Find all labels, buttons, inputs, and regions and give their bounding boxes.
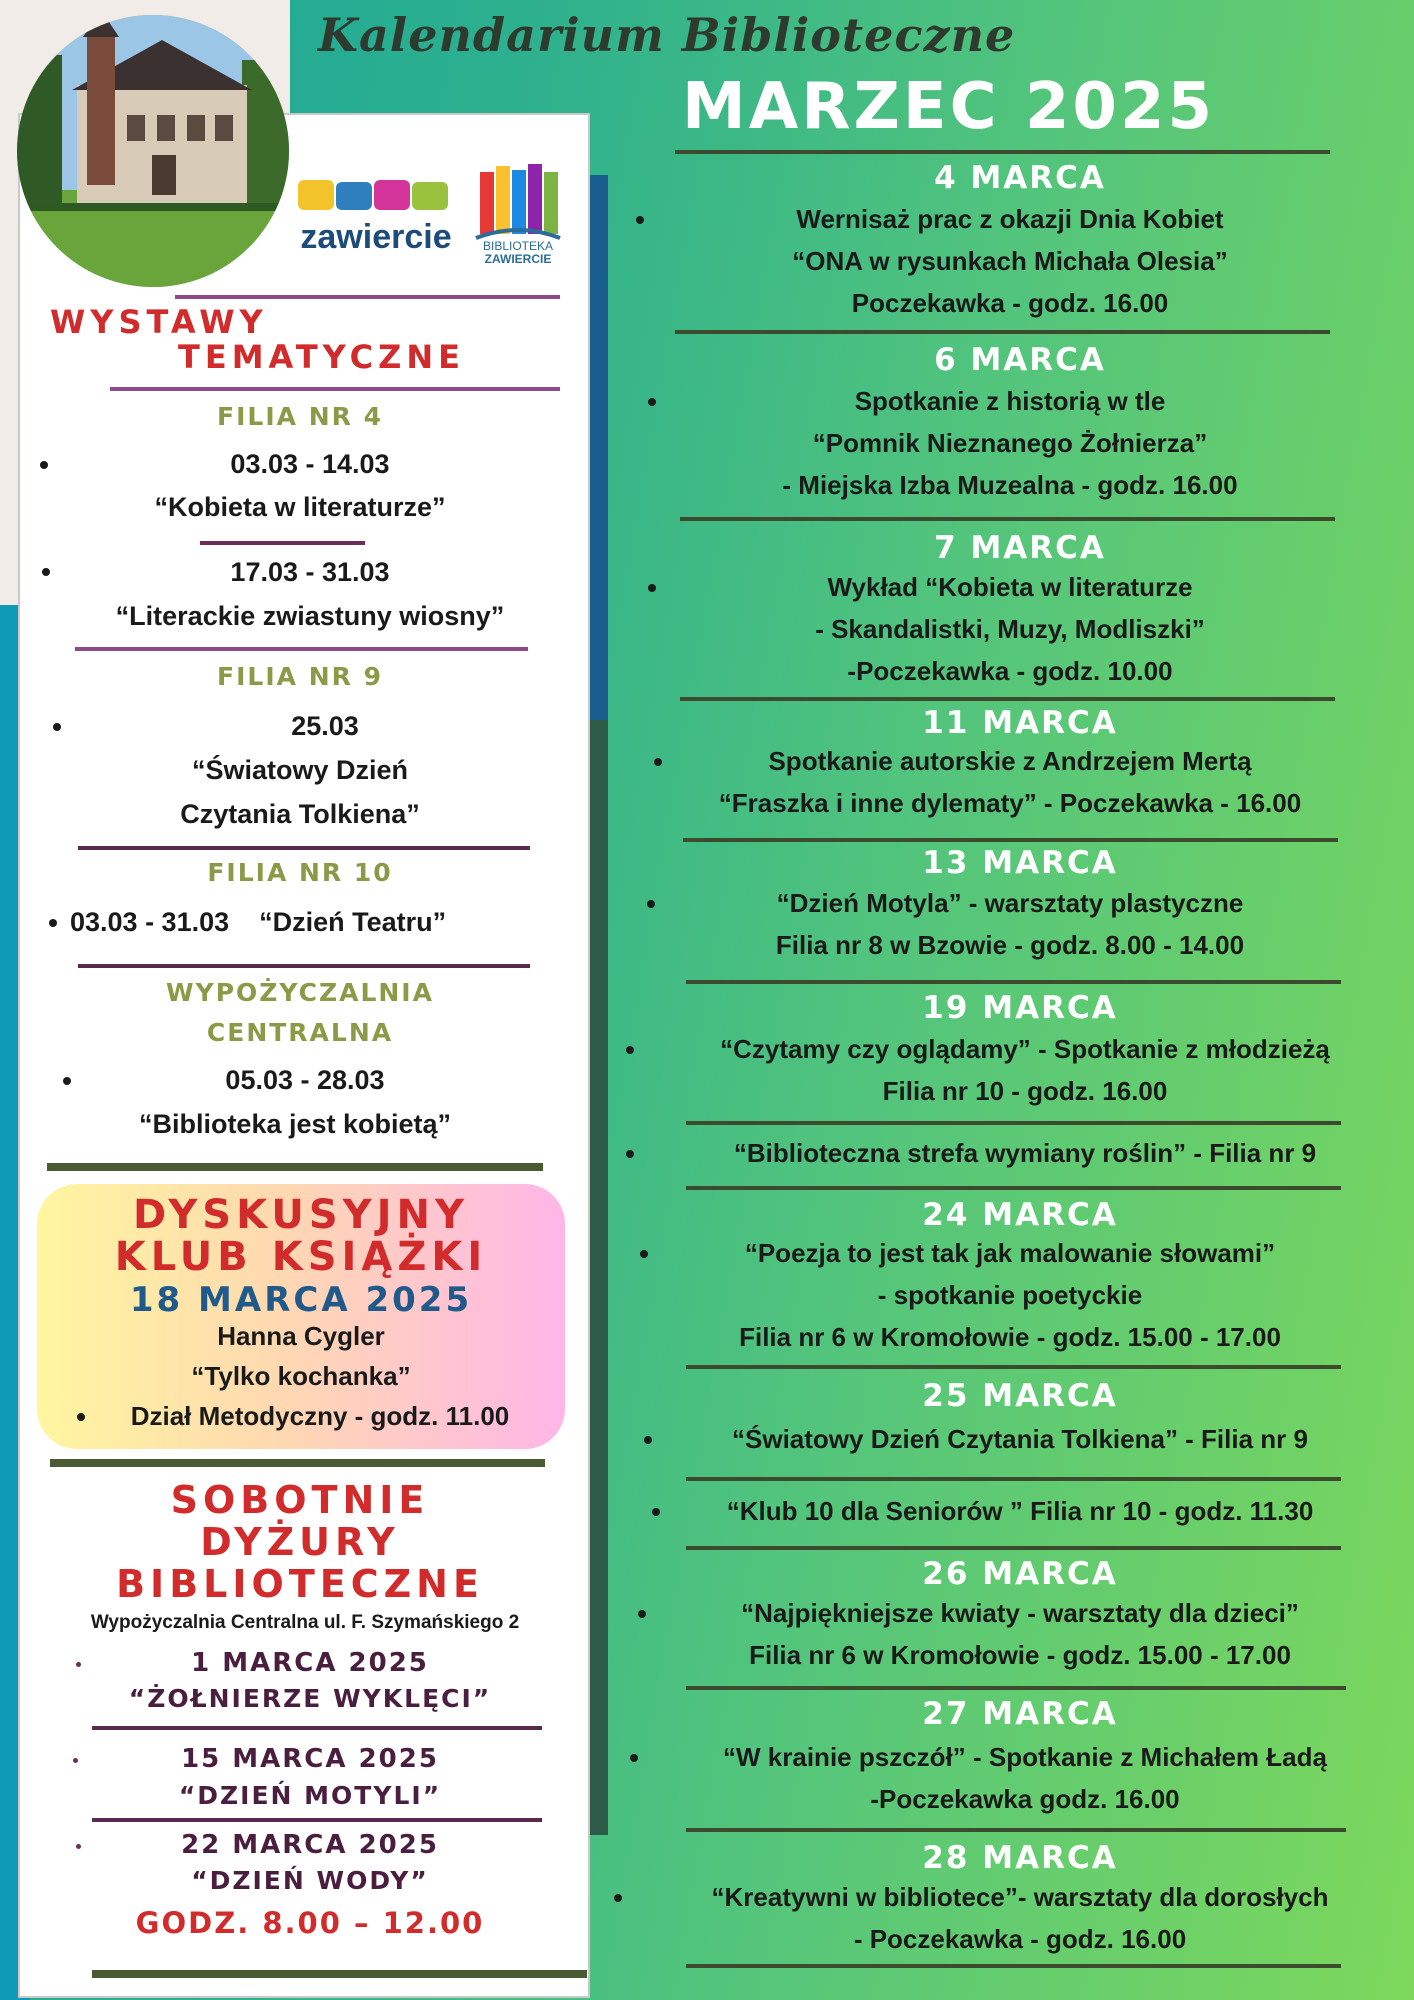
- event-divider: [680, 697, 1335, 701]
- event-description: [630, 1876, 1410, 1960]
- section-divider: [78, 964, 530, 968]
- bullet-point: [626, 1150, 634, 1158]
- event-line: Filia nr 6 w Kromołowie - godz. 15.00 - 17.00: [749, 1640, 1291, 1670]
- event-date: 28 MARCA: [922, 1840, 1118, 1876]
- event-description: “Światowy Dzień Czytania Tolkiena” - Filia nr 9: [732, 1424, 1308, 1454]
- book-club-author: Hanna Cygler: [217, 1321, 385, 1351]
- event-date: 13 MARCA: [922, 845, 1118, 881]
- saturday-hours: GODZ. 8.00 – 12.00: [135, 1906, 485, 1940]
- book-club-title-line2: KLUB KSIĄŻKI: [114, 1234, 488, 1280]
- event-description: [640, 1736, 1410, 1820]
- exhibition-dates: 05.03 - 28.03: [225, 1065, 385, 1095]
- event-date: 4 MARCA: [934, 160, 1106, 196]
- book-club-book: “Tylko kochanka”: [191, 1361, 411, 1391]
- dark-accent-stripe: [590, 720, 608, 1835]
- saturday-title-line2: DYŻURY: [200, 1520, 400, 1564]
- month-title: MARZEC 2025: [682, 70, 1215, 144]
- event-line: Wernisaż prac z okazji Dnia Kobiet: [796, 204, 1224, 234]
- event-date: 24 MARCA: [922, 1197, 1118, 1233]
- saturday-theme: “DZIEŃ MOTYLI”: [178, 1781, 442, 1810]
- event-divider: [686, 1186, 1341, 1190]
- section-divider: [47, 1163, 543, 1171]
- saturday-date: 15 MARCA 2025: [181, 1744, 439, 1774]
- exhibition-dates: 25.03: [291, 711, 359, 741]
- item-divider: [92, 1818, 542, 1822]
- event-line: “Pomnik Nieznanego Żołnierza”: [812, 428, 1208, 458]
- saturday-theme: “DZIEŃ WODY”: [191, 1866, 429, 1895]
- bullet-point: [42, 568, 50, 576]
- event-line: Poczekawka - godz. 16.00: [851, 288, 1169, 318]
- event-line: - Skandalistki, Muzy, Modliszki”: [815, 614, 1205, 644]
- bullet-point: [626, 1046, 634, 1054]
- central-label-line2: CENTRALNA: [206, 1018, 394, 1047]
- section-divider: [50, 1459, 545, 1467]
- event-description: “Biblioteczna strefa wymiany roślin” - Filia nr 9: [733, 1138, 1317, 1168]
- event-line: -Poczekawka godz. 16.00: [870, 1784, 1180, 1814]
- event-date: 7 MARCA: [934, 530, 1106, 566]
- bullet-point: [53, 723, 61, 731]
- event-date: 6 MARCA: [934, 342, 1106, 378]
- central-label-line1: WYPOŻYCZALNIA: [166, 978, 434, 1007]
- saturday-address: Wypożyczalnia Centralna ul. F. Szymańskiego 2: [90, 1612, 520, 1633]
- book-club-title-line1: DYSKUSYJNY: [133, 1192, 469, 1238]
- exhibitions-title-line2: TEMATYCZNE: [178, 338, 465, 376]
- section-divider: [78, 846, 530, 850]
- blue-accent-stripe: [590, 175, 608, 810]
- event-description: [640, 566, 1380, 692]
- event-divider: [675, 330, 1330, 334]
- event-line: “Poezja to jest tak jak malowanie słowami”: [744, 1238, 1276, 1268]
- item-divider: [92, 1726, 542, 1730]
- event-line: “Dzień Motyla” - warsztaty plastyczne: [776, 888, 1244, 918]
- bullet-point: [614, 1894, 622, 1902]
- event-divider: [675, 150, 1330, 154]
- event-line: Filia nr 10 - godz. 16.00: [882, 1076, 1168, 1106]
- event-date: 11 MARCA: [922, 705, 1118, 741]
- event-description: [640, 1592, 1400, 1676]
- section-divider: [92, 1970, 587, 1978]
- item-divider: [200, 541, 365, 545]
- event-line: “ONA w rysunkach Michała Olesia”: [792, 246, 1228, 276]
- event-description: “Klub 10 dla Seniorów ” Filia nr 10 - godz. 11.30: [726, 1496, 1314, 1526]
- event-line: -Poczekawka - godz. 10.00: [847, 656, 1173, 686]
- bullet-point: [77, 1413, 85, 1421]
- event-description: [640, 882, 1380, 966]
- bullet-point: [630, 1754, 638, 1762]
- exhibition-title: “Kobieta w literaturze”: [154, 492, 446, 522]
- saturday-theme: “ŻOŁNIERZE WYKLĘCI”: [128, 1684, 492, 1713]
- event-line: “W krainie pszczół” - Spotkanie z Michałem Ładą: [723, 1742, 1327, 1772]
- event-divider: [680, 517, 1335, 521]
- saturday-title-line1: SOBOTNIE: [170, 1478, 430, 1522]
- event-line: “Najpiękniejsze kwiaty - warsztaty dla dzieci”: [741, 1598, 1299, 1628]
- bullet-point: [63, 1077, 71, 1085]
- library-logo-line2: ZAWIERCIE: [484, 252, 552, 266]
- section-divider: [110, 387, 560, 391]
- event-line: Filia nr 6 w Kromołowie - godz. 15.00 - 17.00: [739, 1322, 1281, 1352]
- event-line: Wykład “Kobieta w literaturze: [827, 572, 1193, 602]
- exhibition-dates: 03.03 - 14.03: [230, 449, 390, 479]
- zawiercie-logo-text: zawiercie: [300, 218, 452, 256]
- event-description: [640, 1028, 1410, 1112]
- event-description: [640, 380, 1380, 506]
- event-line: - Poczekawka - godz. 16.00: [853, 1924, 1187, 1954]
- left-panel: [18, 113, 590, 1998]
- event-divider: [686, 1964, 1341, 1968]
- filia-10-label: FILIA NR 10: [207, 858, 393, 887]
- event-line: “Fraszka i inne dylematy” - Poczekawka - 16.00: [718, 788, 1302, 818]
- event-description: [640, 740, 1380, 824]
- event-divider: [686, 1477, 1341, 1481]
- event-line: Spotkanie autorskie z Andrzejem Mertą: [768, 746, 1252, 776]
- exhibition-title: “Literackie zwiastuny wiosny”: [115, 601, 505, 631]
- filia-4-label: FILIA NR 4: [217, 402, 383, 431]
- event-line: - Miejska Izba Muzealna - godz. 16.00: [782, 470, 1238, 500]
- library-building-photo: [17, 15, 289, 287]
- library-logo-text: [465, 240, 571, 266]
- exhibition-dates: 17.03 - 31.03: [230, 557, 390, 587]
- exhibition-title: “Biblioteka jest kobietą”: [138, 1109, 452, 1139]
- section-divider: [175, 295, 560, 299]
- exhibition-item: 03.03 - 31.03 “Dzień Teatru”: [70, 907, 447, 937]
- library-logo-line1: BIBLIOTEKA: [482, 239, 554, 253]
- bullet-point: [49, 919, 57, 927]
- library-building-image: [17, 15, 289, 287]
- event-date: 19 MARCA: [922, 990, 1118, 1026]
- event-divider: [686, 980, 1341, 984]
- saturday-date: 1 MARCA 2025: [191, 1648, 429, 1678]
- event-line: “Kreatywni w bibliotece”- warsztaty dla dorosłych: [711, 1882, 1329, 1912]
- event-line: - spotkanie poetyckie: [877, 1280, 1143, 1310]
- event-description: [640, 198, 1380, 324]
- filia-9-label: FILIA NR 9: [217, 662, 383, 691]
- exhibition-title: “Światowy Dzień: [191, 755, 409, 785]
- zawiercie-logo: [296, 178, 456, 260]
- event-line: “Czytamy czy oglądamy” - Spotkanie z młodzieżą: [720, 1034, 1330, 1064]
- event-divider: [686, 1686, 1346, 1690]
- bullet-point: [40, 461, 48, 469]
- event-divider: [686, 1828, 1346, 1832]
- event-description: [640, 1232, 1380, 1358]
- event-divider: [686, 1546, 1341, 1550]
- event-divider: [686, 1121, 1341, 1125]
- event-date: 25 MARCA: [922, 1378, 1118, 1414]
- event-divider: [683, 838, 1338, 842]
- exhibitions-title-line1: WYSTAWY: [50, 303, 268, 341]
- book-club-place: Dział Metodyczny - godz. 11.00: [130, 1401, 510, 1431]
- exhibition-title: Czytania Tolkiena”: [180, 799, 420, 829]
- event-divider: [686, 1365, 1341, 1369]
- section-divider: [75, 647, 528, 651]
- saturday-title-line3: BIBLIOTECZNE: [116, 1562, 484, 1606]
- event-line: Filia nr 8 w Bzowie - godz. 8.00 - 14.00: [775, 930, 1245, 960]
- event-line: Spotkanie z historią w tle: [854, 386, 1166, 416]
- saturday-date: 22 MARCA 2025: [181, 1830, 439, 1860]
- calendar-script-title: Kalendarium Biblioteczne: [318, 8, 1016, 62]
- book-club-date: 18 MARCA 2025: [129, 1280, 473, 1320]
- event-date: 27 MARCA: [922, 1696, 1118, 1732]
- event-date: 26 MARCA: [922, 1556, 1118, 1592]
